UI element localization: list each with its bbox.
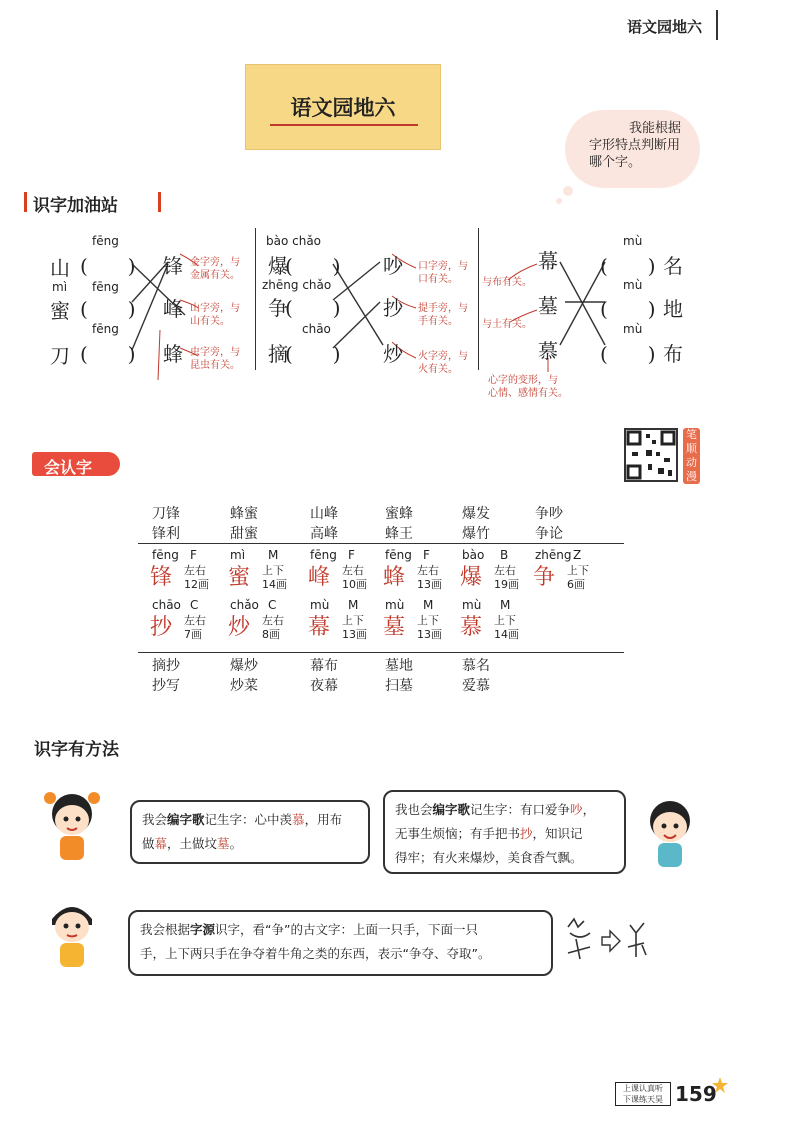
section-title-1: 识字加油站 <box>33 196 118 216</box>
g3-paren-1[interactable]: ( ) <box>600 254 656 278</box>
char-hanzi: 蜜 <box>228 565 251 590</box>
ancient-character-illustration <box>560 915 660 965</box>
g2-char-1: 爆 <box>268 254 288 278</box>
girl-avatar-left <box>42 788 96 848</box>
bubble-line-3: 哪个字。 <box>589 155 642 170</box>
char-hanzi: 幕 <box>308 615 331 640</box>
g2-note-3: 火字旁，与 火有关。 <box>418 351 468 375</box>
top-word: 争论 <box>535 526 563 542</box>
bottom-word: 爆炒 <box>230 658 258 674</box>
g3-paren-2[interactable]: ( ) <box>600 297 656 321</box>
g1-paren-1[interactable]: ( ) <box>80 254 136 278</box>
top-word: 爆发 <box>462 506 490 522</box>
g3-note-3: 心字的变形，与 心情、感情有关。 <box>488 375 568 399</box>
char-capital: Z <box>573 548 582 562</box>
top-word: 争吵 <box>535 506 563 522</box>
char-hanzi: 峰 <box>308 565 331 590</box>
g3-pinyin-1: mù <box>623 234 643 248</box>
char-structure: 上下 <box>262 564 284 577</box>
bottom-word: 抄写 <box>152 678 180 694</box>
char-structure: 左右 <box>184 564 206 577</box>
top-word: 刀锋 <box>152 506 180 522</box>
speech-bubble-2: 我也会编字歌记生字：有口爱争吵， 无事生烦恼；有手把书抄，知识记 得牢；有火来爆炒，美食香气飘。 <box>383 790 626 874</box>
g2-opt-1: 吵 <box>383 254 403 278</box>
char-capital: F <box>348 548 355 562</box>
g3-opt-2: 墓 <box>538 294 558 318</box>
footer-slogan-box: 上课认真听 下课练天昊 <box>615 1082 671 1106</box>
char-pinyin: mù <box>310 598 330 612</box>
top-word: 锋利 <box>152 526 180 542</box>
bottom-word: 幕布 <box>310 658 338 674</box>
char-capital: B <box>500 548 509 562</box>
qr-pattern-icon <box>626 430 676 480</box>
girl-avatar-right <box>640 795 698 869</box>
g1-paren-3[interactable]: ( ) <box>80 342 136 366</box>
top-word: 爆竹 <box>462 526 490 542</box>
char-hanzi: 抄 <box>150 615 173 640</box>
bottom-word: 慕名 <box>462 658 490 674</box>
char-pinyin: mù <box>462 598 482 612</box>
bottom-word: 爱慕 <box>462 678 490 694</box>
char-hanzi: 炒 <box>228 615 251 640</box>
char-hanzi: 蜂 <box>383 565 406 590</box>
bubble-line-1: 我能根据 <box>629 121 682 136</box>
g3-char-3: 布 <box>663 342 683 366</box>
char-capital: F <box>190 548 197 562</box>
char-strokes: 13画 <box>342 628 367 641</box>
char-capital: M <box>348 598 359 612</box>
char-capital: C <box>190 598 199 612</box>
g2-paren-3[interactable]: ( ) <box>285 342 341 366</box>
g1-pinyin-2b: fēng <box>92 280 119 294</box>
char-structure: 左右 <box>342 564 364 577</box>
top-word: 甜蜜 <box>230 526 258 542</box>
char-strokes: 12画 <box>184 578 209 591</box>
char-strokes: 14画 <box>262 578 287 591</box>
g1-note-2: 山字旁，与 山有关。 <box>190 303 240 327</box>
g2-paren-2[interactable]: ( ) <box>285 296 341 320</box>
top-word: 山峰 <box>310 506 338 522</box>
g1-char-1: 山 <box>50 256 70 280</box>
g1-opt-3: 蜂 <box>163 342 183 366</box>
bottom-word: 炒菜 <box>230 678 258 694</box>
g1-opt-2: 峰 <box>163 297 183 321</box>
speech-bubble-3: 我会根据字源识字，看“争”的古文字：上面一只手，下面一只 手，上下两只手在争夺着牛角之类的东西，表示“争夺、夺取”。 <box>128 910 553 976</box>
char-hanzi: 锋 <box>150 565 173 590</box>
char-pinyin: fēng <box>152 548 179 562</box>
g1-pinyin-1: fēng <box>92 234 119 248</box>
char-structure: 上下 <box>494 614 516 627</box>
top-word: 蜂王 <box>385 526 413 542</box>
char-strokes: 13画 <box>417 578 442 591</box>
g3-pinyin-2: mù <box>623 278 643 292</box>
arrow-10 <box>158 330 160 380</box>
g1-note-3: 虫字旁，与 昆虫有关。 <box>190 347 240 371</box>
char-pinyin: zhēng <box>535 548 572 562</box>
g2-pinyin-2: zhēng chǎo <box>262 278 332 292</box>
char-pinyin: chǎo <box>230 598 259 612</box>
char-capital: M <box>268 548 279 562</box>
top-word: 高峰 <box>310 526 338 542</box>
girl-2-icon <box>640 795 700 871</box>
g1-note-1: 金字旁，与 金属有关。 <box>190 257 240 281</box>
char-capital: C <box>268 598 277 612</box>
char-pinyin: fēng <box>385 548 412 562</box>
girl-icon <box>42 788 102 864</box>
char-structure: 上下 <box>342 614 364 627</box>
char-hanzi: 墓 <box>383 615 406 640</box>
char-structure: 上下 <box>567 564 589 577</box>
char-structure: 上下 <box>417 614 439 627</box>
char-hanzi: 爆 <box>460 565 483 590</box>
char-capital: M <box>423 598 434 612</box>
g1-opt-1: 锋 <box>163 254 183 278</box>
g3-opt-3: 慕 <box>538 339 558 363</box>
g2-paren-1[interactable]: ( ) <box>285 254 341 278</box>
speech-bubble-1: 我会编字歌记生字：心中羡慕，用布 做幕，土做坟墓。 <box>130 800 370 864</box>
g2-char-3: 摘 <box>268 342 288 366</box>
char-pinyin: fēng <box>310 548 337 562</box>
g1-pinyin-3: fēng <box>92 322 119 336</box>
g2-opt-3: 炒 <box>383 342 403 366</box>
g2-note-1: 口字旁，与 口有关。 <box>418 261 468 285</box>
star-icon <box>711 1076 729 1094</box>
page-title: 语文园地六 <box>290 95 396 120</box>
char-strokes: 14画 <box>494 628 519 641</box>
g2-pinyin-3: chāo <box>302 322 331 336</box>
g3-char-2: 地 <box>663 297 683 321</box>
char-pinyin: chāo <box>152 598 181 612</box>
bottom-word: 夜幕 <box>310 678 338 694</box>
char-structure: 左右 <box>417 564 439 577</box>
g1-char-3: 刀 <box>50 344 70 368</box>
char-capital: M <box>500 598 511 612</box>
bottom-word: 扫墓 <box>385 678 413 694</box>
qr-label: 笔顺动漫 <box>683 428 700 484</box>
g3-paren-3[interactable]: ( ) <box>600 342 656 366</box>
char-pinyin: mù <box>385 598 405 612</box>
page-number: 159 <box>675 1082 717 1106</box>
g1-paren-2[interactable]: ( ) <box>80 297 136 321</box>
char-structure: 左右 <box>494 564 516 577</box>
running-title: 语文园地六 <box>626 18 702 36</box>
char-strokes: 6画 <box>567 578 585 591</box>
char-capital: F <box>423 548 430 562</box>
g2-pinyin-1: bào chǎo <box>266 234 322 248</box>
char-hanzi: 争 <box>533 565 556 590</box>
arrow-right-icon <box>602 931 620 951</box>
char-structure: 左右 <box>184 614 206 627</box>
boy-icon <box>42 895 102 971</box>
section-title-2: 会认字 <box>44 458 93 477</box>
g3-pinyin-3: mù <box>623 322 643 336</box>
ancient-glyph-icon <box>568 919 590 959</box>
g3-opt-1: 幕 <box>538 249 558 273</box>
bottom-word: 墓地 <box>385 658 413 674</box>
g2-char-2: 争 <box>268 296 288 320</box>
g1-char-2: 蜜 <box>50 299 70 323</box>
char-hanzi: 慕 <box>460 615 483 640</box>
g3-note-2: 与土有关。 <box>482 319 532 330</box>
char-strokes: 7画 <box>184 628 202 641</box>
char-strokes: 13画 <box>417 628 442 641</box>
g2-note-2: 提手旁，与 手有关。 <box>418 303 468 327</box>
bubble-line-2: 字形特点判断用 <box>589 138 681 153</box>
char-structure: 左右 <box>262 614 284 627</box>
oracle-bone-glyph-icon <box>628 923 646 957</box>
char-strokes: 19画 <box>494 578 519 591</box>
divider-bottom <box>138 652 624 653</box>
top-word: 蜜蜂 <box>385 506 413 522</box>
char-pinyin: bào <box>462 548 485 562</box>
g3-note-1: 与布有关。 <box>482 277 532 288</box>
bottom-word: 摘抄 <box>152 658 180 674</box>
char-pinyin: mì <box>230 548 246 562</box>
g1-pinyin-2a: mì <box>52 280 68 294</box>
top-word: 蜂蜜 <box>230 506 258 522</box>
char-strokes: 8画 <box>262 628 280 641</box>
g3-char-1: 名 <box>663 254 683 278</box>
g2-opt-2: 抄 <box>383 296 403 320</box>
qr-code[interactable] <box>624 428 678 482</box>
boy-avatar <box>42 895 102 971</box>
char-strokes: 10画 <box>342 578 367 591</box>
section-title-3: 识字有方法 <box>34 740 119 760</box>
